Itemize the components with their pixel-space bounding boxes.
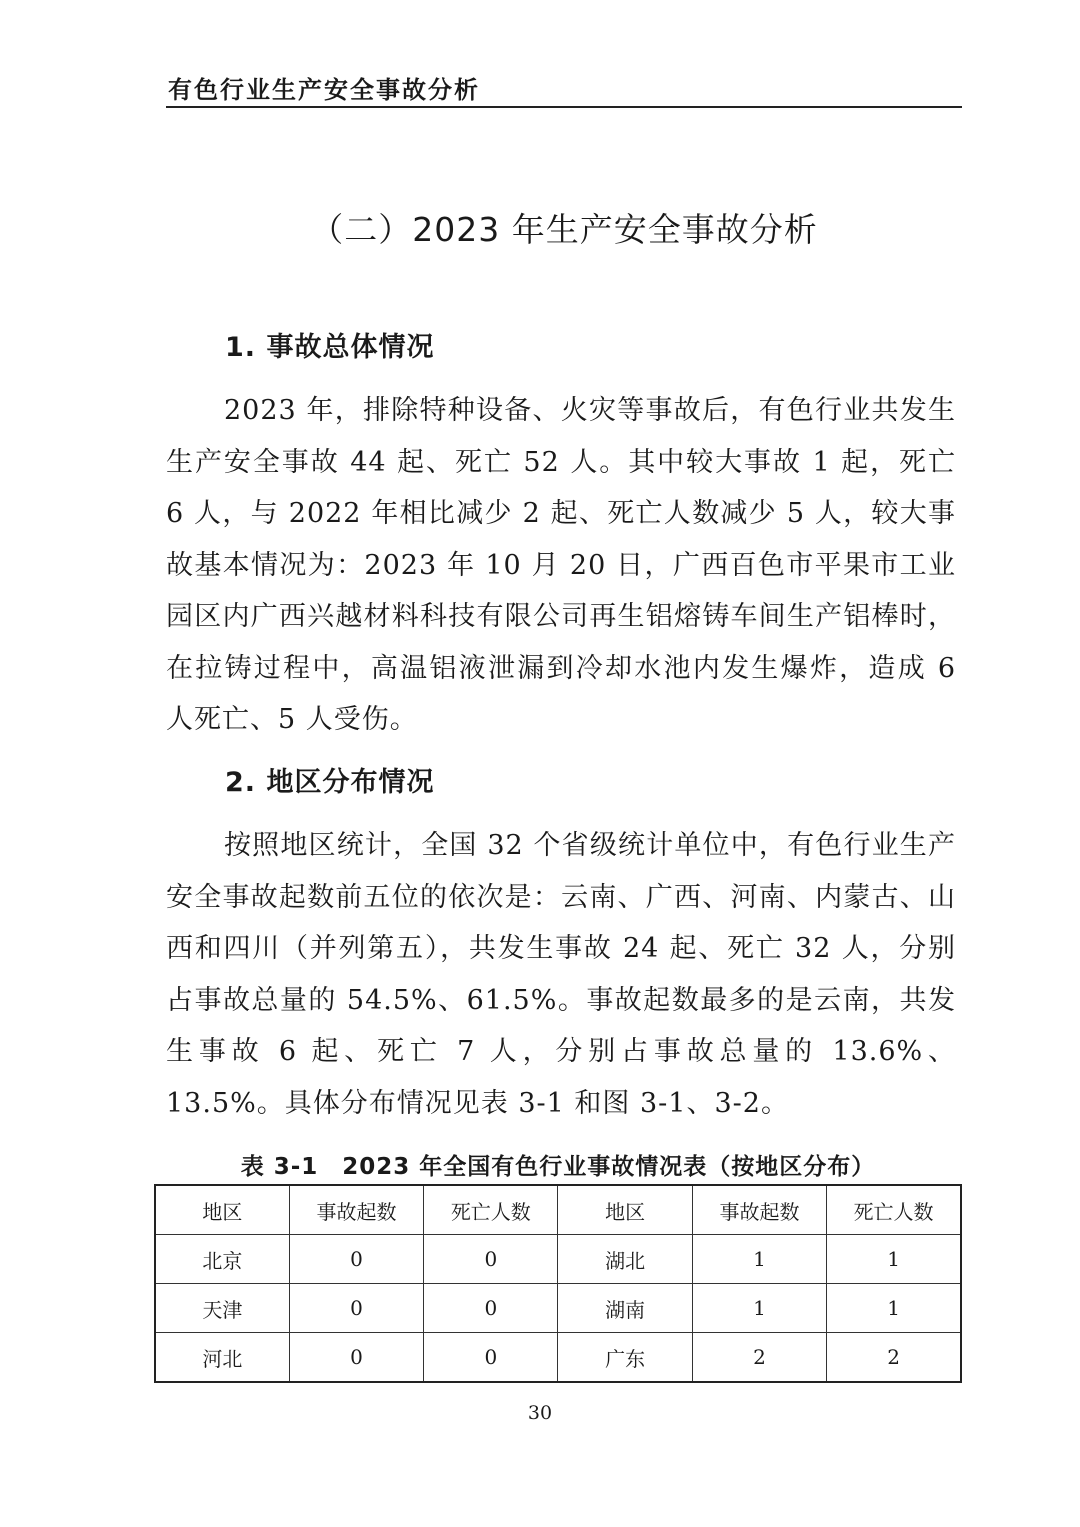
table-cell-region: 河北 bbox=[155, 1333, 289, 1383]
subsection-heading-regional: 2. 地区分布情况 bbox=[225, 767, 435, 798]
header-divider bbox=[166, 106, 962, 108]
subsection-heading-overall: 1. 事故总体情况 bbox=[225, 332, 435, 363]
table-cell-region: 广东 bbox=[558, 1333, 692, 1383]
column-header-deaths: 死亡人数 bbox=[424, 1185, 558, 1235]
paragraph-regional: 按照地区统计，全国 32 个省级统计单位中，有色行业生产安全事故起数前五位的依次是：云南、广西、河南、内蒙古、山西和四川（并列第五），共发生事故 24 起、死亡 32 人，分别占事故总量的 54.5%、61.5%。事故起数最多的是云南，共发生事故 6 起、死亡 7 人，分别占事故总量的 13.6%、13.5%。具体分布情况见表 3-1 和图 3-1、3-2。 bbox=[166, 830, 956, 1119]
table-cell-accidents: 1 bbox=[692, 1284, 826, 1333]
column-header-region: 地区 bbox=[558, 1185, 692, 1235]
page-number: 30 bbox=[527, 1402, 553, 1424]
running-header-title: 有色行业生产安全事故分析 bbox=[168, 76, 480, 104]
column-header-region: 地区 bbox=[155, 1185, 289, 1235]
table-cell-deaths: 1 bbox=[827, 1284, 961, 1333]
section-title: （二）2023 年生产安全事故分析 bbox=[310, 210, 818, 249]
table-cell-accidents: 0 bbox=[289, 1284, 423, 1333]
table-cell-accidents: 1 bbox=[692, 1235, 826, 1284]
table-header-row bbox=[155, 1185, 961, 1235]
table-row bbox=[155, 1235, 961, 1284]
table-cell-region: 湖北 bbox=[558, 1235, 692, 1284]
table-row bbox=[155, 1284, 961, 1333]
paragraph-overall: 2023 年，排除特种设备、火灾等事故后，有色行业共发生生产安全事故 44 起、死亡 52 人。其中较大事故 1 起，死亡 6 人，与 2022 年相比减少 2 起、死亡人数减少 5 人，较大事故基本情况为：2023 年 10 月 20 日，广西百色市平果市工业园区内广西兴越材料科技有限公司再生铝熔铸车间生产铝棒时，在拉铸过程中，高温铝液泄漏到冷却水池内发生爆炸，造成 6 人死亡、5 人受伤。 bbox=[166, 395, 956, 735]
table-caption: 表 3-1 2023 年全国有色行业事故情况表（按地区分布） bbox=[240, 1154, 876, 1180]
table-cell-deaths: 0 bbox=[424, 1235, 558, 1284]
table-cell-region: 北京 bbox=[155, 1235, 289, 1284]
table-cell-accidents: 0 bbox=[289, 1235, 423, 1284]
table-row bbox=[155, 1333, 961, 1383]
table-cell-deaths: 1 bbox=[827, 1235, 961, 1284]
column-header-deaths: 死亡人数 bbox=[827, 1185, 961, 1235]
column-header-accidents: 事故起数 bbox=[692, 1185, 826, 1235]
table-cell-deaths: 2 bbox=[827, 1333, 961, 1383]
table-cell-deaths: 0 bbox=[424, 1284, 558, 1333]
table-cell-deaths: 0 bbox=[424, 1333, 558, 1383]
table-cell-region: 天津 bbox=[155, 1284, 289, 1333]
column-header-accidents: 事故起数 bbox=[289, 1185, 423, 1235]
table-cell-accidents: 0 bbox=[289, 1333, 423, 1383]
table-cell-region: 湖南 bbox=[558, 1284, 692, 1333]
table-cell-accidents: 2 bbox=[692, 1333, 826, 1383]
accident-region-table bbox=[154, 1184, 962, 1383]
